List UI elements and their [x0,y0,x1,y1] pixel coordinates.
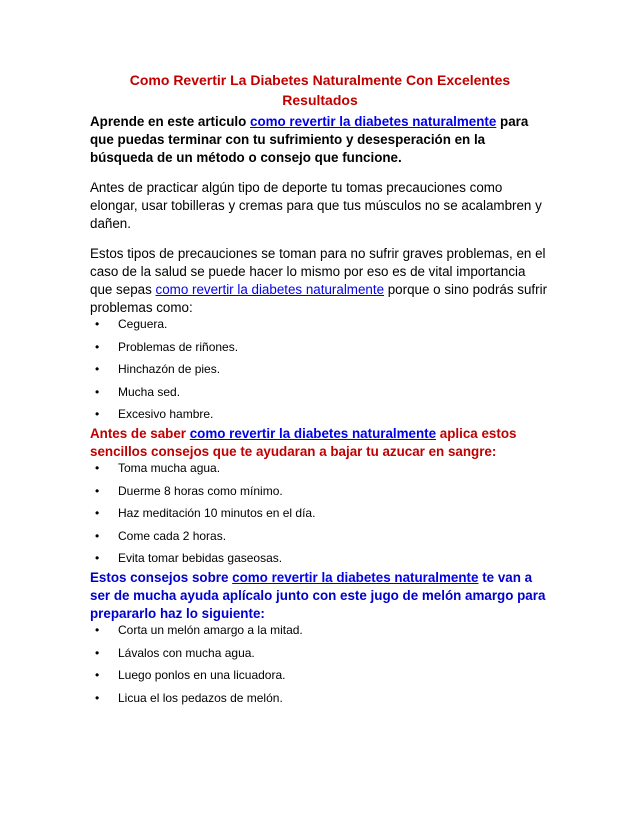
list-item [90,691,550,705]
bullet-icon: • [95,690,100,705]
list-item [90,461,550,475]
intro-text-before: Aprende en este articulo [90,114,250,129]
problems-list [90,317,550,421]
bullet-icon: • [95,668,100,682]
bullet-icon: • [95,339,100,354]
list-item-text: Corta un melón amargo a la mitad. [118,623,303,637]
paragraph-precautions: Antes de practicar algún tipo de deporte tu tomas precauciones como elongar, usar tobilleras y cremas para que tus músculos no se acalambren y dañen. [90,180,542,231]
list-item [90,668,550,682]
list-item-text: Duerme 8 horas como mínimo. [118,483,283,498]
list-item [90,317,550,331]
heading3-link[interactable]: como revertir la diabetes naturalmente [232,570,479,585]
list-item [90,646,550,660]
para3-text-after: porque o sino podrás sufrir problemas como: [90,282,548,315]
list-item-text: Problemas de riñones. [118,339,239,354]
bullet-icon: • [95,483,100,498]
bullet-icon: • [95,384,100,399]
bullet-icon: • [95,528,100,543]
intro-link[interactable]: como revertir la diabetes naturalmente [250,114,497,129]
bullet-icon: • [95,407,100,421]
bullet-icon: • [95,551,100,565]
list-item-text: Luego ponlos en una licuadora. [118,668,286,682]
list-item-text: Mucha sed. [118,384,181,399]
recipe-steps-list [90,623,550,705]
tips-list [90,461,550,565]
list-item [90,506,550,520]
list-item-text: Lávalos con mucha agua. [118,645,255,660]
bullet-icon: • [95,461,100,475]
list-item-text: Excesivo hambre. [118,407,214,421]
list-item-text: Ceguera. [118,317,168,331]
list-item [90,529,550,543]
list-item [90,623,550,637]
heading2-text-after: aplica estos sencillos consejos que te ayudaran a bajar tu azucar en sangre: [90,426,517,459]
list-item-text: Haz meditación 10 minutos en el día. [118,506,316,520]
list-item-text: Hinchazón de pies. [118,362,221,376]
list-item-text: Evita tomar bebidas gaseosas. [118,551,283,565]
para3-link[interactable]: como revertir la diabetes naturalmente [155,282,385,297]
intro-paragraph [90,113,550,167]
list-item [90,362,550,376]
bullet-icon: • [95,623,100,637]
heading2-link[interactable]: como revertir la diabetes naturalmente [189,426,437,441]
recipe-heading [90,569,550,623]
list-item [90,484,550,498]
bullet-icon: • [95,506,100,520]
list-item-text: Come cada 2 horas. [118,528,227,543]
heading3-text-after: te van a ser de mucha ayuda aplícalo junto con este jugo de melón amargo para prepararlo haz lo siguiente: [90,570,546,621]
list-item [90,407,550,421]
list-item-text: Toma mucha agua. [118,461,221,475]
bullet-icon: • [95,645,100,660]
document-page [90,70,550,713]
title-line-2: Resultados [282,92,358,108]
heading2-text-before: Antes de saber [90,426,190,441]
list-item [90,385,550,399]
heading3-text-before: Estos consejos sobre [90,570,233,585]
list-item-text: Licua el los pedazos de melón. [118,690,283,705]
bullet-icon: • [95,317,100,331]
para3-text-before: Estos tipos de precauciones se toman para no sufrir graves problemas, en el caso de la salud se puede hacer lo mismo por eso es de vital importancia que sepas [90,246,546,297]
bullet-icon: • [95,362,100,376]
list-item [90,551,550,565]
title-line-1: Como Revertir La Diabetes Naturalmente Con Excelentes [129,72,511,88]
list-item [90,340,550,354]
paragraph-health [90,245,550,317]
tips-heading [90,425,550,461]
page-title [90,70,550,110]
intro-text-after: para que puedas terminar con tu sufrimiento y desesperación en la búsqueda de un método o consejo que funcione. [90,114,529,165]
